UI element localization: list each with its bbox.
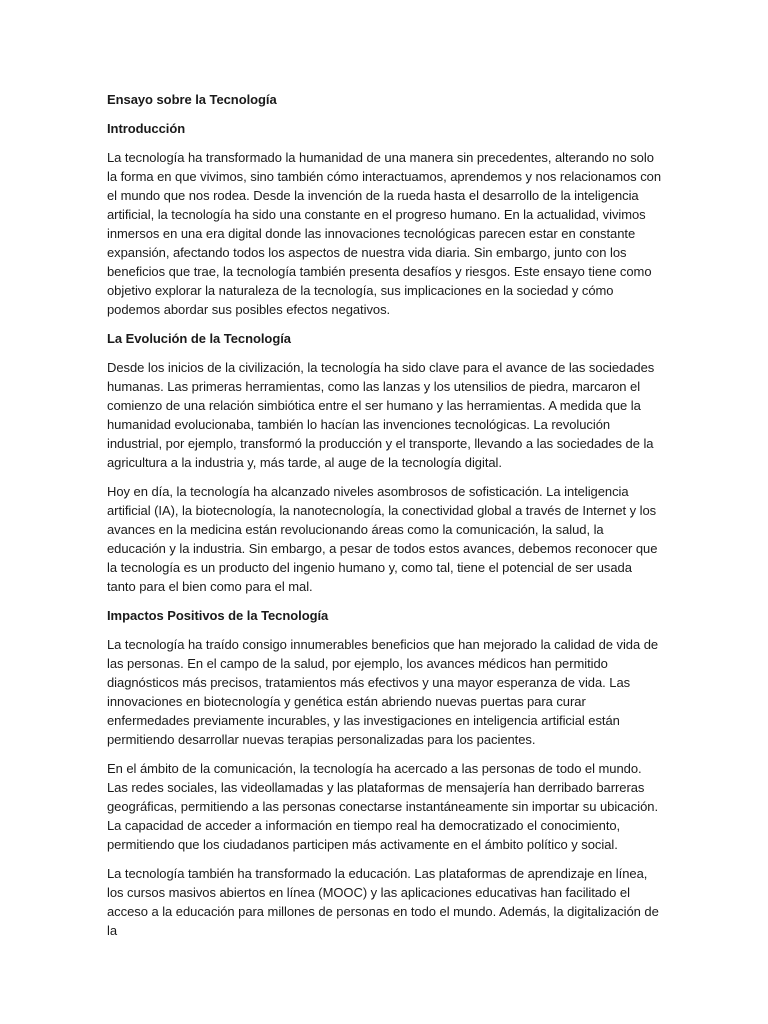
paragraph: La tecnología también ha transformado la educación. Las plataformas de aprendizaje en línea, los cursos masivos abiertos en línea (MOOC) y las aplicaciones educativas han facilitado el acceso a la educación para millones de personas en todo el mundo. Además, la digitalización de la	[107, 866, 659, 938]
paragraph: Desde los inicios de la civilización, la tecnología ha sido clave para el avance de las sociedades humanas. Las primeras herramientas, como las lanzas y los utensilios de piedra, marcaron el comienzo de una relación simbiótica entre el ser humano y las herramientas. A medida que la humanidad evolucionaba, también lo hacían las invenciones tecnológicas. La revolución industrial, por ejemplo, transformó la producción y el transporte, llevando a las sociedades de la agricultura a la industria y, más tarde, al auge de la tecnología digital.	[107, 360, 655, 470]
section-impactos-positivos	[107, 606, 662, 940]
paragraph: En el ámbito de la comunicación, la tecnología ha acercado a las personas de todo el mundo. Las redes sociales, las videollamadas y las plataformas de mensajería han derribado barreras geográficas, permitiendo a las personas conectarse instantáneamente sin importar su ubicación. La capacidad de acceder a información en tiempo real ha democratizado el conocimiento, permitiendo que los ciudadanos participen más activamente en el ámbito político y social.	[107, 761, 659, 852]
paragraph: Hoy en día, la tecnología ha alcanzado niveles asombrosos de sofisticación. La inteligencia artificial (IA), la biotecnología, la nanotecnología, la conectividad global a través de Internet y los avances en la medicina están revolucionando áreas como la comunicación, la salud, la educación y la industria. Sin embargo, a pesar de todos estos avances, debemos reconocer que la tecnología es un producto del ingenio humano y, como tal, tiene el potencial de ser usada tanto para el bien como para el mal.	[107, 484, 658, 594]
section-heading: La Evolución de la Tecnología	[107, 331, 291, 346]
paragraph: La tecnología ha traído consigo innumerables beneficios que han mejorado la calidad de vida de las personas. En el campo de la salud, por ejemplo, los avances médicos han permitido diagnósticos más precisos, tratamientos más efectivos y una mayor esperanza de vida. Las innovaciones en biotecnología y genética están abriendo nuevas puertas para curar enfermedades previamente incurables, y las investigaciones en inteligencia artificial están permitiendo desarrollar nuevas terapias personalizadas para los pacientes.	[107, 637, 659, 747]
section-heading: Impactos Positivos de la Tecnología	[107, 608, 329, 623]
section-introduccion	[107, 119, 662, 319]
paragraph: La tecnología ha transformado la humanidad de una manera sin precedentes, alterando no solo la forma en que vivimos, sino también cómo interactuamos, aprendemos y nos relacionamos con el mundo que nos rodea. Desde la invención de la rueda hasta el desarrollo de la inteligencia artificial, la tecnología ha sido una constante en el progreso humano. En la actualidad, vivimos inmersos en una era digital donde las innovaciones tecnológicas parecen estar en constante expansión, afectando todos los aspectos de nuestra vida diaria. Sin embargo, junto con los beneficios que trae, la tecnología también presenta desafíos y riesgos. Este ensayo tiene como objetivo explorar la naturaleza de la tecnología, sus implicaciones en la sociedad y cómo podemos abordar sus posibles efectos negativos.	[107, 150, 662, 317]
section-evolucion	[107, 329, 662, 596]
section-heading: Introducción	[107, 121, 186, 136]
document-title: Ensayo sobre la Tecnología	[107, 92, 277, 107]
document-page	[107, 90, 662, 950]
